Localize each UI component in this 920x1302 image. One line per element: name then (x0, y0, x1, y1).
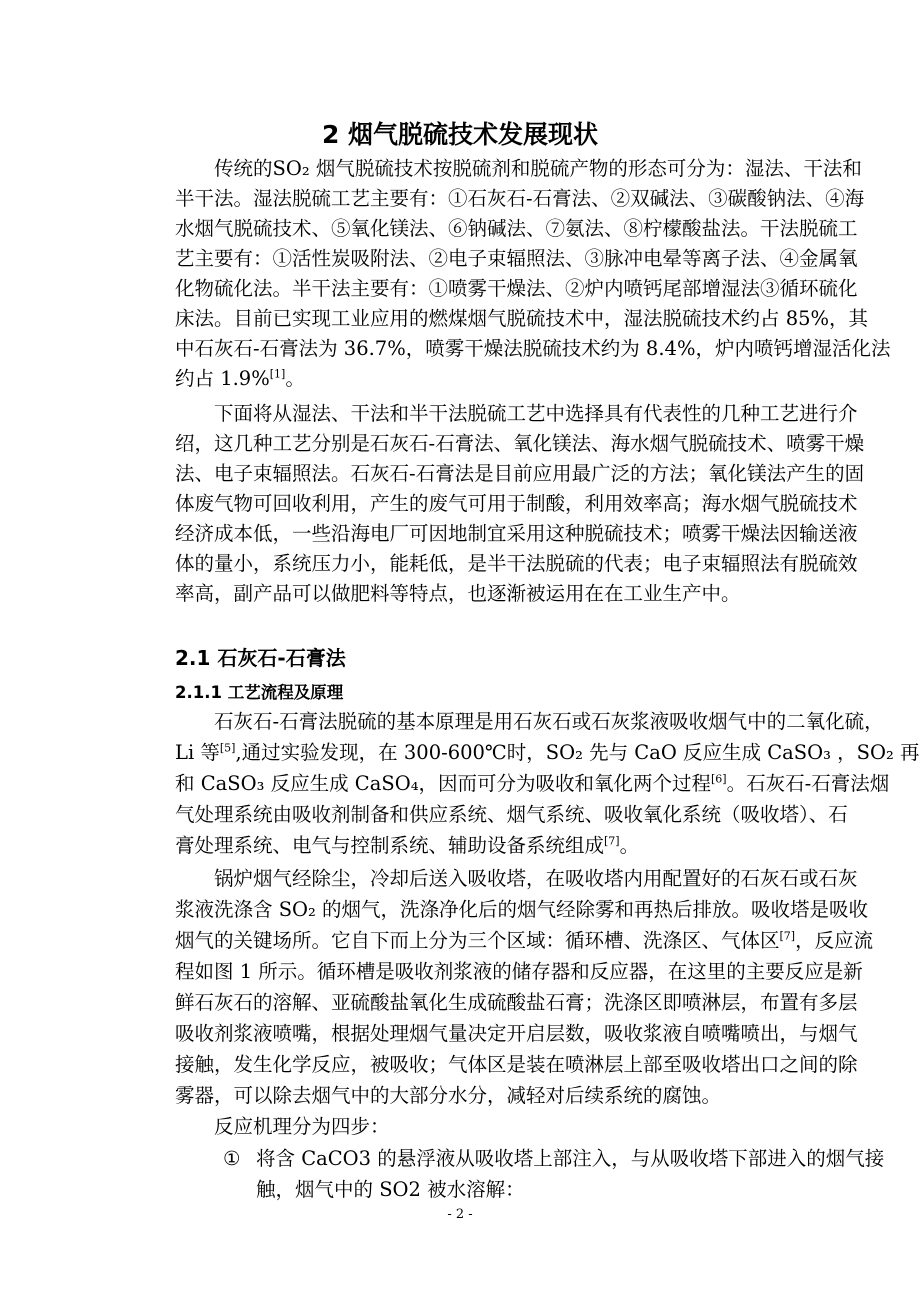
step1-line: 将含 CaCO3 的悬浮液从吸收塔上部注入，与从吸收塔下部进入的烟气接 (256, 1147, 885, 1170)
para3-line: 气处理系统由吸收剂制备和供应系统、烟气系统、吸收氧化系统（吸收塔）、石 (175, 803, 848, 826)
step-number: ① (223, 1147, 241, 1170)
para2-line: 体废气物可回收利用，产生的废气可用于制酸，利用效率高；海水烟气脱硫技术 (175, 492, 858, 515)
para2-line: 经济成本低，一些沿海电厂可因地制宜采用这种脱硫技术；喷雾干燥法因输送液 (175, 522, 858, 545)
para4-line: 鲜石灰石的溶解、亚硫酸盐氧化生成硫酸盐石膏；洗涤区即喷淋层，布置有多层 (175, 991, 858, 1014)
para2-line: 绍，这几种工艺分别是石灰石-石膏法、氧化镁法、海水烟气脱硫技术、喷雾干燥 (175, 432, 865, 455)
subsection-heading: 2.1 石灰石-石膏法 (175, 646, 346, 670)
para3-line: 石灰石-石膏法脱硫的基本原理是用石灰石或石灰浆液吸收烟气中的二氧化硫， (214, 710, 884, 733)
para1-line: 艺主要有：①活性炭吸附法、②电子束辐照法、③脉冲电晕等离子法、④金属氧 (175, 247, 858, 270)
para4-line: 锅炉烟气经除尘，冷却后送入吸收塔，在吸收塔内用配置好的石灰石或石灰 (214, 867, 858, 890)
para3-line: 膏处理系统、电气与控制系统、辅助设备系统组成[7]。 (175, 834, 640, 857)
page-number: - 2 - (447, 1207, 473, 1222)
para3-line: Li 等[5],通过实验发现，在 300-600℃时，SO₂ 先与 CaO 反应生成 CaSO₃ ，SO₂ 再 (175, 741, 920, 764)
step1-line: 触，烟气中的 SO2 被水溶解： (256, 1178, 525, 1201)
para4-line: 接触，发生化学反应，被吸收；气体区是装在喷淋层上部至吸收塔出口之间的除 (175, 1053, 858, 1076)
para3-line: 和 CaSO₃ 反应生成 CaSO₄，因而可分为吸收和氧化两个过程[6]。石灰石-石膏法烟 (175, 772, 890, 795)
para1-line: 化物硫化法。半干法主要有：①喷雾干燥法、②炉内喷钙尾部增湿法③循环硫化 (175, 277, 858, 300)
subsubsection-heading: 2.1.1 工艺流程及原理 (175, 683, 344, 702)
para4-line: 烟气的关键场所。它自下而上分为三个区域：循环槽、洗涤区、气体区[7]，反应流 (175, 929, 874, 952)
para1-line: 水烟气脱硫技术、⑤氧化镁法、⑥钠碱法、⑦氨法、⑧柠檬酸盐法。干法脱硫工 (175, 217, 858, 240)
para4-line: 吸收剂浆液喷嘴，根据处理烟气量决定开启层数，吸收浆液自喷嘴喷出，与烟气 (175, 1022, 858, 1045)
para1-line: 床法。目前已实现工业应用的燃煤烟气脱硫技术中，湿法脱硫技术约占 85%，其 (175, 307, 869, 330)
para2-line: 法、电子束辐照法。石灰石-石膏法是目前应用最广泛的方法；氧化镁法产生的固 (175, 462, 865, 485)
para2-line: 率高，副产品可以做肥料等特点，也逐渐被运用在在工业生产中。 (175, 582, 741, 605)
para2-line: 体的量小，系统压力小，能耗低，是半干法脱硫的代表；电子束辐照法有脱硫效 (175, 552, 858, 575)
para2-line: 下面将从湿法、干法和半干法脱硫工艺中选择具有代表性的几种工艺进行介 (214, 402, 858, 425)
para4-line: 程如图 1 所示。循环槽是吸收剂浆液的储存器和反应器，在这里的主要反应是新 (175, 960, 863, 983)
para1-line: 传统的SO₂ 烟气脱硫技术按脱硫剂和脱硫产物的形态可分为：湿法、干法和 (214, 157, 862, 180)
section-title: 2 烟气脱硫技术发展现状 (321, 120, 599, 149)
para4-line: 浆液洗涤含 SO₂ 的烟气，洗涤净化后的烟气经除雾和再热后排放。吸收塔是吸收 (175, 898, 869, 921)
para5-line: 反应机理分为四步： (214, 1115, 390, 1138)
para1-line: 约占 1.9%[1]。 (175, 367, 305, 390)
para1-line: 中石灰石-石膏法为 36.7%，喷雾干燥法脱硫技术约为 8.4%，炉内喷钙增湿活化法 (175, 337, 891, 360)
para1-line: 半干法。湿法脱硫工艺主要有：①石灰石-石膏法、②双碱法、③碳酸钠法、④海 (175, 187, 865, 210)
para4-line: 雾器，可以除去烟气中的大部分水分，减轻对后续系统的腐蚀。 (175, 1084, 722, 1107)
